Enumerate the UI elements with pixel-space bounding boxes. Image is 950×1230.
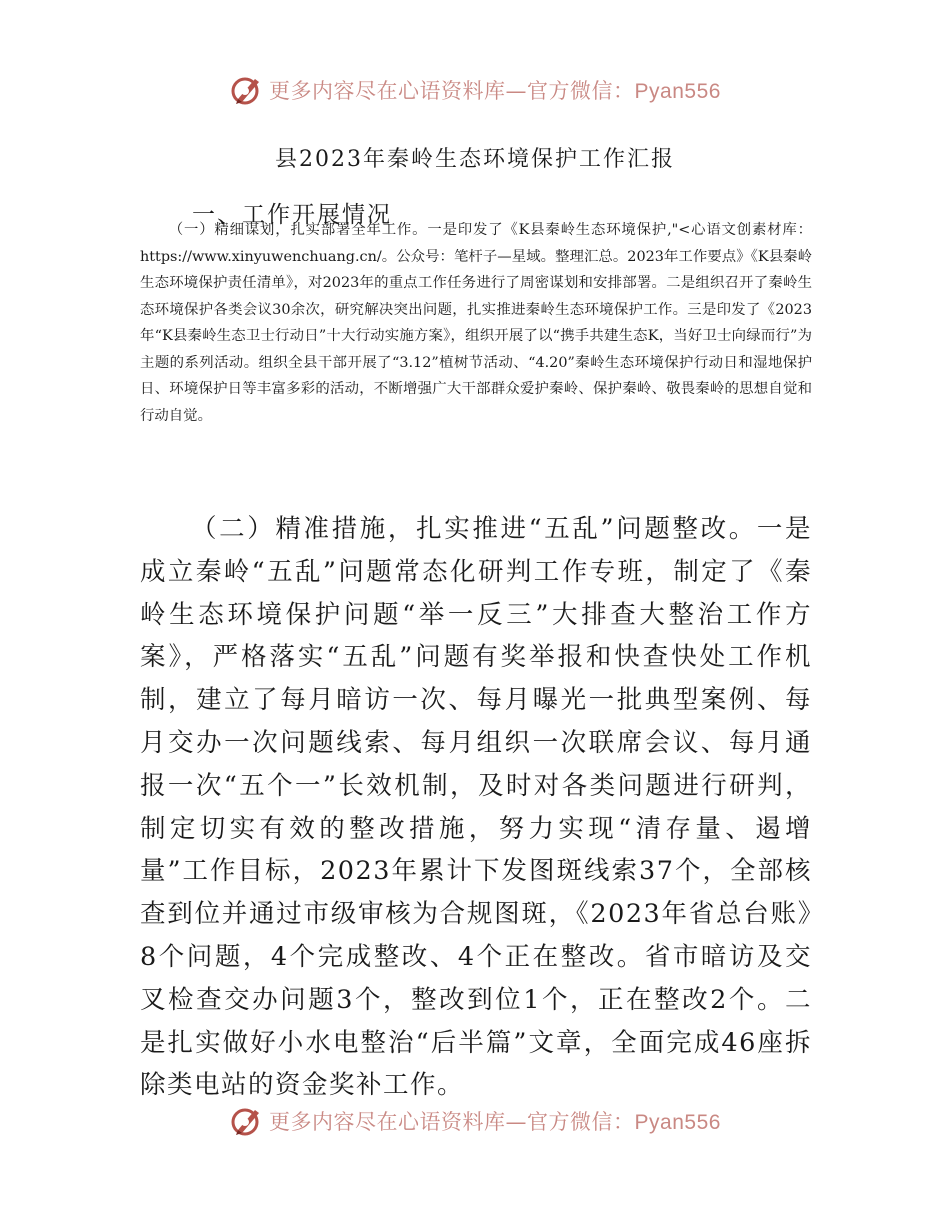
watermark-banner-bottom <box>0 1101 950 1141</box>
section-heading: 一、工作开展情况 <box>192 202 392 228</box>
paragraph-2: （二）精准措施，扎实推进“五乱”问题整改。一是成立秦岭“五乱”问题常态化研判工作专班，制定了《秦岭生态环境保护问题“举一反三”大排查大整治工作方案》，严格落实“五乱”问题有奖举报和快查快处工作机制，建立了每月暗访一次、每月曝光一批典型案例、每月交办一次问题线索、每月组织一次联席会议、每月通报一次“五个一”长效机制，及时对各类问题进行研判，制定切实有效的整改措施，努力实现“清存量、遏增量”工作目标，2023年累计下发图斑线索37个，全部核查到位并通过市级审核为合规图斑，《2023年省总台账》8个问题，4个完成整改、4个正在整改。省市暗访及交叉检查交办问题3个，整改到位1个，正在整改2个。二是扎实做好小水电整治“后半篇”文章，全面完成46座拆除类电站的资金奖补工作。 <box>140 514 812 1101</box>
pen-logo-icon <box>229 73 263 107</box>
watermark-text: 更多内容尽在心语资料库—官方微信：Pyan556 <box>269 79 721 103</box>
watermark-banner-top <box>0 70 950 110</box>
document-title: 县2023年秦岭生态环境保护工作汇报 <box>275 147 675 172</box>
pen-logo-icon <box>229 1104 263 1138</box>
paragraph-1: （一）精细谋划，扎实部署全年工作。一是印发了《K县秦岭生态环境保护,"<心语文创素材库：https://www.xinyuwenchuang.cn/。公众号：笔杆子—星域。整理汇总。2023年工作要点》《K县秦岭生态环境保护责任清单》，对2023年的重点工作任务进行了周密谋划和安排部署。二是组织召开了秦岭生态环境保护各类会议30余次，研究解决突出问题，扎实推进秦岭生态环境保护工作。三是印发了《2023年“K县秦岭生态卫士行动日”十大行动实施方案》，组织开展了以“携手共建生态K，当好卫士向绿而行”为主题的系列活动。组织全县干部开展了“3.12”植树节活动、“4.20”秦岭生态环境保护行动日和湿地保护日、环境保护日等丰富多彩的活动，不断增强广大干部群众爱护秦岭、保护秦岭、敬畏秦岭的思想自觉和行动自觉。 <box>140 222 812 424</box>
watermark-text: 更多内容尽在心语资料库—官方微信：Pyan556 <box>269 1110 721 1134</box>
